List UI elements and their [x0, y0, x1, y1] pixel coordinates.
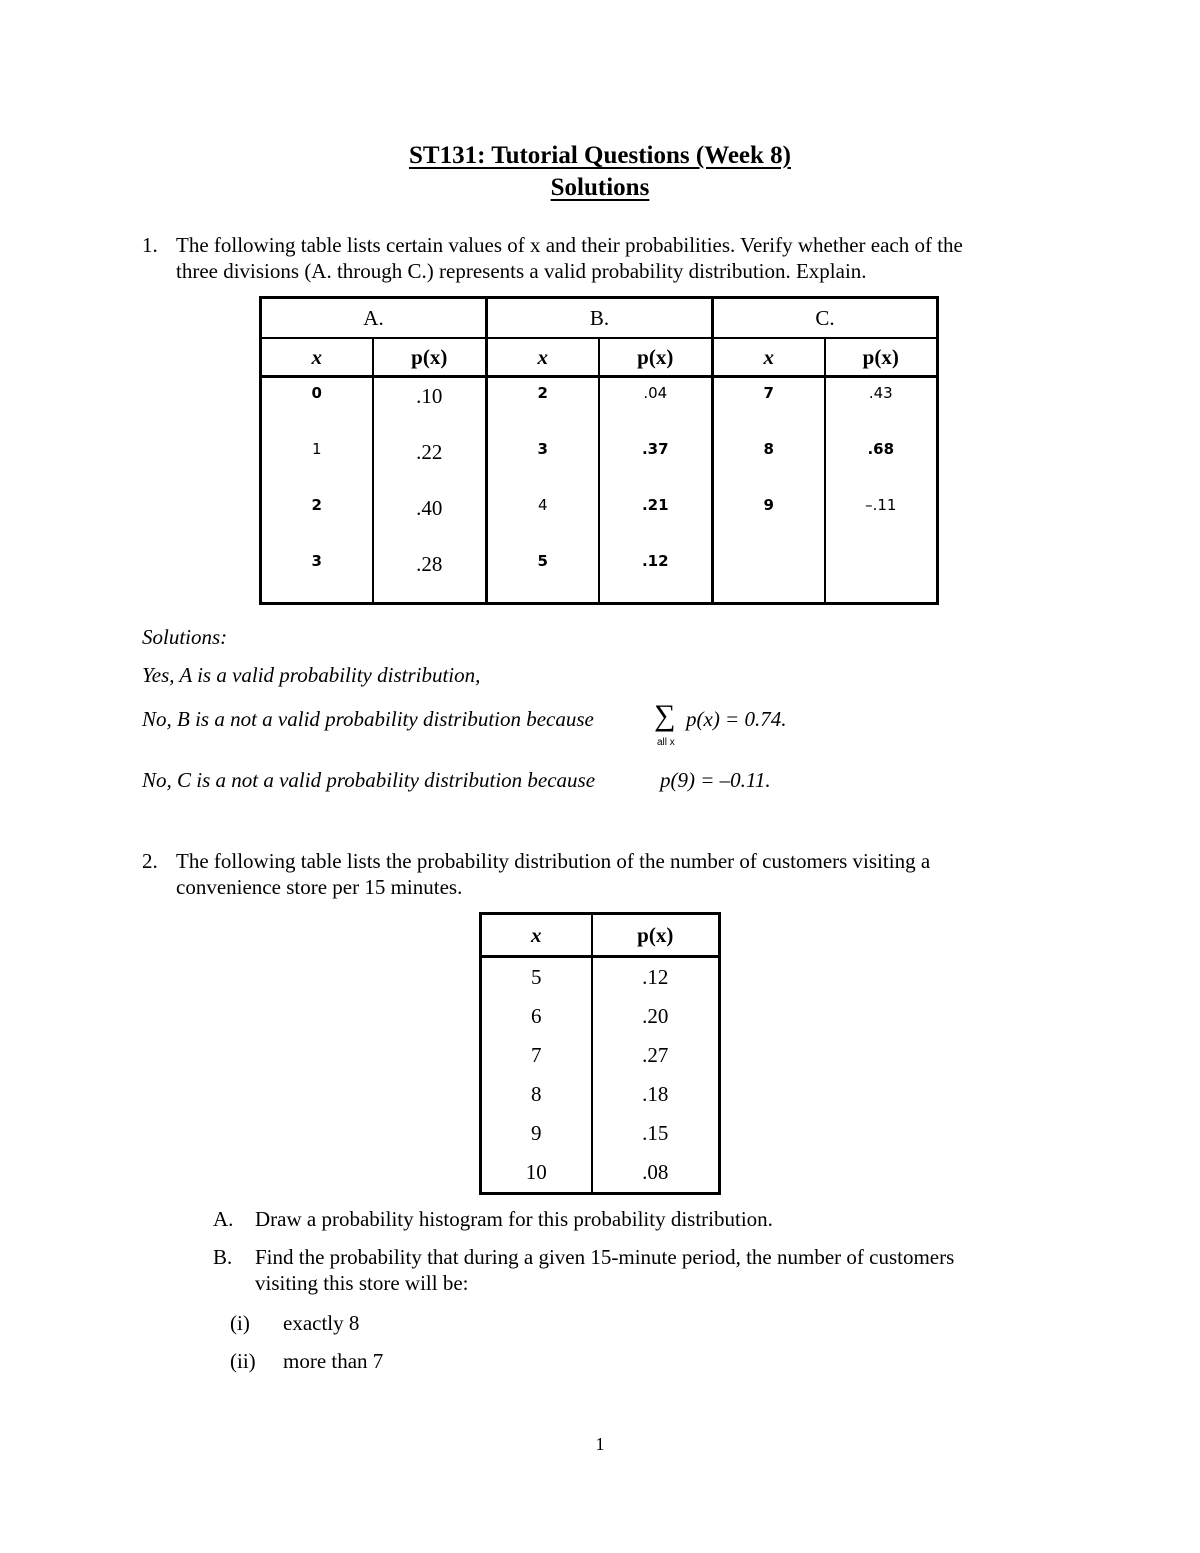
sub-i-text: exactly 8: [283, 1311, 360, 1335]
table-cell: .12: [592, 957, 720, 998]
table-row: [261, 434, 938, 490]
table-cell: 10: [481, 1153, 592, 1194]
part-a-label: A.: [213, 1207, 234, 1231]
table-row: [481, 957, 720, 998]
col-header-x: x: [487, 338, 599, 377]
table-cell: .28: [373, 546, 487, 604]
table-cell: 3: [261, 546, 373, 604]
table-cell: 5: [481, 957, 592, 998]
table-row: [261, 377, 938, 435]
solution-c: No, C is a not a valid probability distribution because: [142, 768, 596, 792]
q2-number: 2.: [142, 849, 158, 873]
table-cell: 8: [713, 434, 825, 490]
solution-b-math: p(x) = 0.74.: [686, 707, 787, 731]
table-cell: .37: [599, 434, 713, 490]
table-cell: .15: [592, 1114, 720, 1153]
q1-text-line1: The following table lists certain values of x and their probabilities. Verify whether each of the: [176, 233, 963, 257]
group-header-a: A.: [261, 298, 487, 339]
table-cell: .08: [592, 1153, 720, 1194]
table-row: [261, 546, 938, 604]
q1-text-line2: three divisions (A. through C.) represents a valid probability distribution. Explain.: [176, 259, 867, 283]
table-cell: .12: [599, 546, 713, 604]
col-header-px: p(x): [599, 338, 713, 377]
solution-b: No, B is a not a valid probability distribution because: [142, 707, 594, 731]
table-cell: .10: [373, 377, 487, 435]
table-cell: .68: [825, 434, 938, 490]
table-cell: .43: [825, 377, 938, 435]
page-subtitle: Solutions: [550, 174, 650, 201]
table-cell: 0: [261, 377, 373, 435]
table-cell: 7: [481, 1036, 592, 1075]
page-number: 1: [595, 1434, 605, 1454]
table-cell: 8: [481, 1075, 592, 1114]
table-cell: [825, 546, 938, 604]
q1-table: [259, 296, 939, 605]
sub-ii-text: more than 7: [283, 1349, 384, 1373]
table-cell: 5: [487, 546, 599, 604]
table-cell: 9: [713, 490, 825, 546]
col-header-x: x: [481, 914, 592, 957]
col-header-x: x: [261, 338, 373, 377]
col-header-x: x: [713, 338, 825, 377]
table-cell: 4: [487, 490, 599, 546]
table-cell: 1: [261, 434, 373, 490]
table-row: [481, 1114, 720, 1153]
q2-text-line2: convenience store per 15 minutes.: [176, 875, 463, 899]
table-cell: 9: [481, 1114, 592, 1153]
col-header-px: p(x): [825, 338, 938, 377]
table-row: [261, 490, 938, 546]
page-title: ST131: Tutorial Questions (Week 8): [409, 142, 791, 169]
table-cell: .20: [592, 997, 720, 1036]
table-cell: 3: [487, 434, 599, 490]
table-cell: .27: [592, 1036, 720, 1075]
table-cell: .40: [373, 490, 487, 546]
sub-i-label: (i): [230, 1311, 250, 1335]
q1-number: 1.: [142, 233, 158, 257]
table-cell: .04: [599, 377, 713, 435]
table-cell: 2: [487, 377, 599, 435]
q2-table: [479, 912, 721, 1195]
sub-ii-label: (ii): [230, 1349, 256, 1373]
table-cell: [713, 546, 825, 604]
table-cell: –.11: [825, 490, 938, 546]
solution-c-math: p(9) = –0.11.: [660, 768, 771, 792]
group-header-c: C.: [713, 298, 938, 339]
col-header-px: p(x): [373, 338, 487, 377]
q2-text-line1: The following table lists the probability distribution of the number of customers visiting a: [176, 849, 931, 873]
part-b-label: B.: [213, 1245, 233, 1269]
table-row: [481, 1075, 720, 1114]
sum-subscript: all x: [657, 737, 675, 748]
part-a-text: Draw a probability histogram for this probability distribution.: [255, 1207, 773, 1231]
table-cell: 6: [481, 997, 592, 1036]
table-row: [481, 997, 720, 1036]
part-b-line1: Find the probability that during a given 15-minute period, the number of customers: [255, 1245, 955, 1269]
table-cell: .18: [592, 1075, 720, 1114]
table-row: [481, 1036, 720, 1075]
table-cell: .21: [599, 490, 713, 546]
table-cell: 2: [261, 490, 373, 546]
table-row: [481, 1153, 720, 1194]
table-cell: 7: [713, 377, 825, 435]
solutions-label: Solutions:: [142, 625, 228, 649]
group-header-b: B.: [487, 298, 713, 339]
table-cell: .22: [373, 434, 487, 490]
part-b-line2: visiting this store will be:: [255, 1271, 469, 1295]
solution-a: Yes, A is a valid probability distribution,: [142, 663, 481, 687]
col-header-px: p(x): [592, 914, 720, 957]
sum-symbol: ∑: [654, 699, 676, 732]
